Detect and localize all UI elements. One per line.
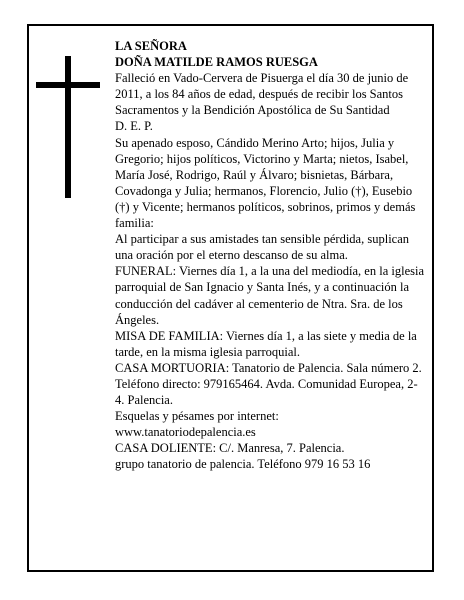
family-mass-info: MISA DE FAMILIA: Viernes día 1, a las siete y media de la tarde, en la misma iglesia parroquial. (115, 328, 417, 359)
death-announcement: Falleció en Vado-Cervera de Pisuerga el día 30 de junio de 2011, a los 84 años de edad, después de recibir los Santos Sacramentos y la Bendición Apostólica de Su Santidad (115, 71, 409, 118)
mourning-house-info: CASA DOLIENTE: C/. Manresa, 7. Palencia. (115, 441, 345, 456)
condolences-label: Esquelas y pésames por internet: (115, 409, 279, 424)
website-text: www.tanatoriodepalencia.es (115, 425, 256, 440)
funeral-info: FUNERAL: Viernes día 1, a la una del mediodía, en la iglesia parroquial de San Ignacio y Santa Inés, y a continuación la conducción del cadáver al cementerio de Ntra. Sra. de los Ángeles. (115, 264, 425, 327)
obituary-text (115, 38, 427, 473)
cross-horizontal-bar (36, 82, 100, 88)
cross-icon (36, 56, 100, 198)
mortuary-info: CASA MORTUORIA: Tanatorio de Palencia. Sala número 2. Teléfono directo: 979165464. Avda. Comunidad Europea, 2-4. Palencia. (115, 360, 422, 408)
cross-vertical-bar (65, 56, 71, 198)
rip-text: D. E. P. (115, 119, 153, 134)
deceased-name: DOÑA MATILDE RAMOS RUESGA (115, 55, 318, 70)
family-list: Su apenado esposo, Cándido Merino Arto; hijos, Julia y Gregorio; hijos políticos, Victorino y Marta; nietos, Isabel, María José, Rodrigo, Raúl y Álvaro; bisnietas, Bárbara, Covadonga y Julia; hermanos, Florencio, Julio (†), Eusebio (†) y Vicente; hermanos políticos, sobrinos, primos y demás familia: (115, 135, 416, 231)
prayer-request: Al participar a sus amistades tan sensible pérdida, suplican una oración por el eterno descanso de su alma. (115, 232, 410, 263)
funeral-home-footer: grupo tanatorio de palencia. Teléfono 979 16 53 16 (115, 457, 371, 472)
notice-title: LA SEÑORA (115, 39, 187, 53)
